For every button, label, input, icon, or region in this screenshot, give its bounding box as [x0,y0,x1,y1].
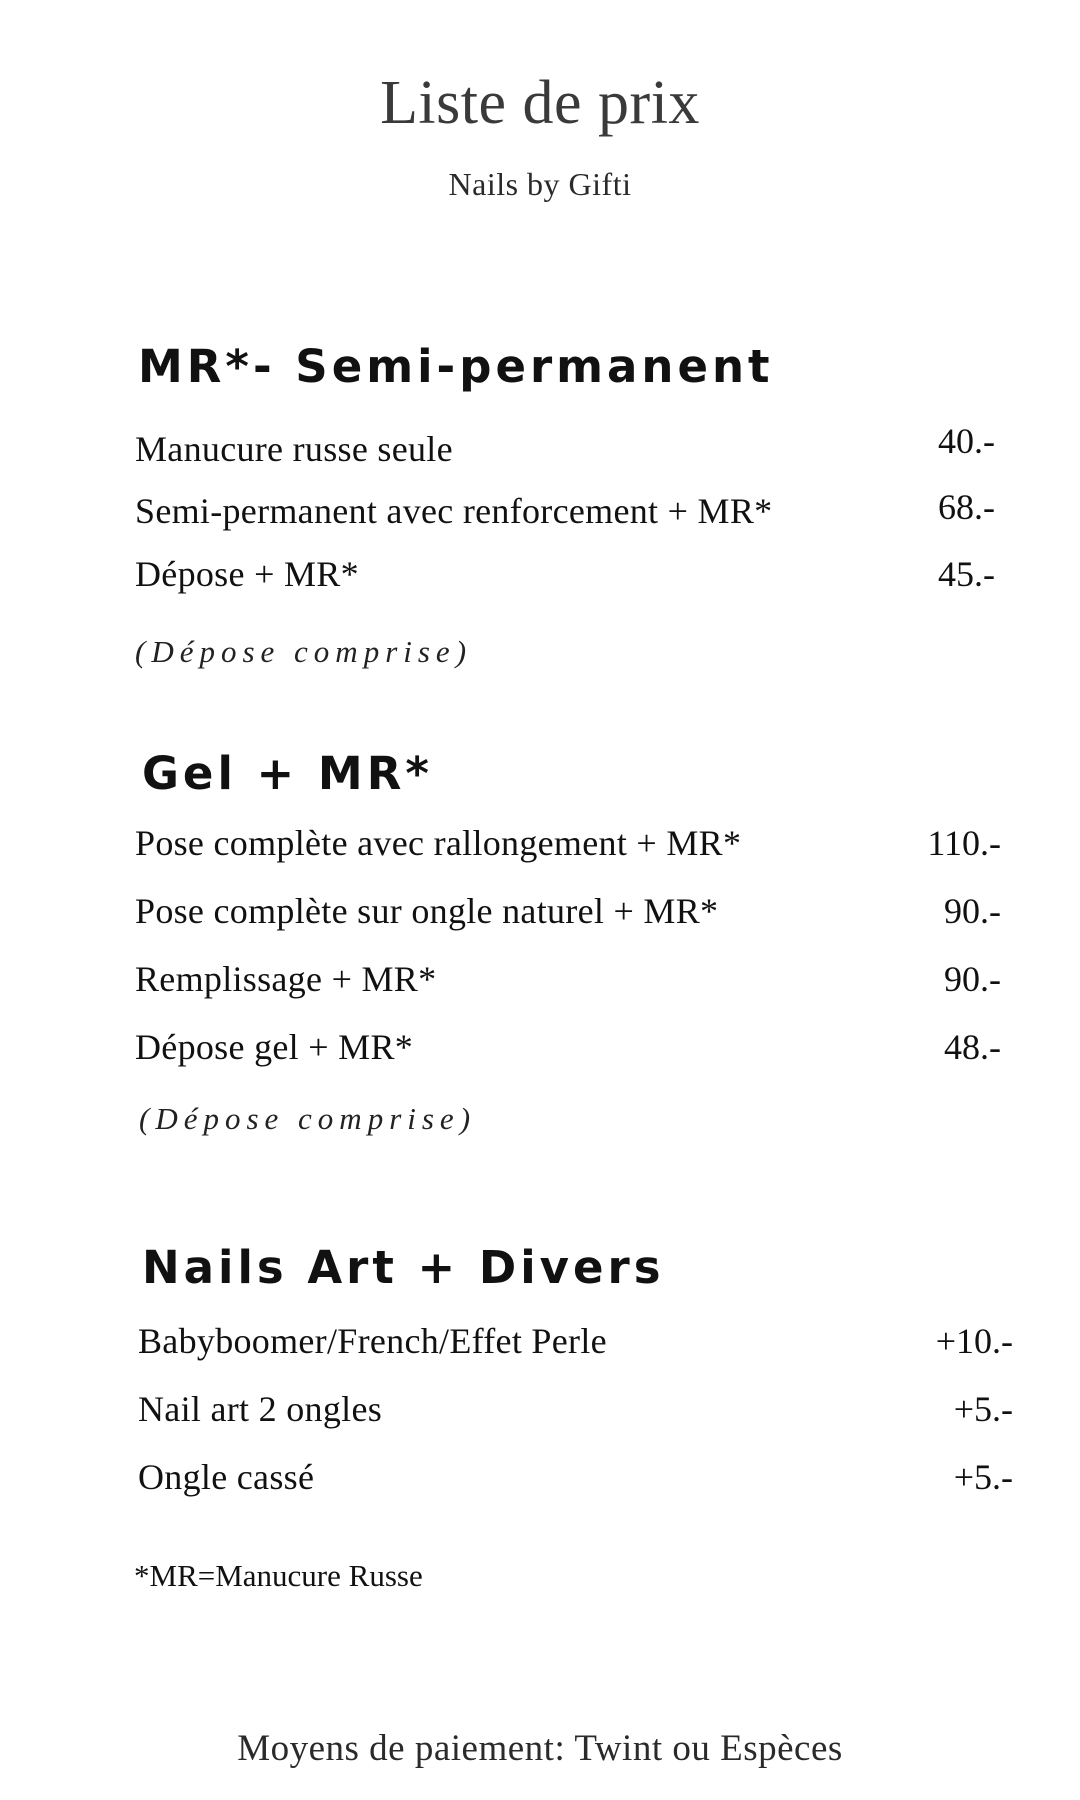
section-note: (Dépose comprise) [139,1101,477,1136]
service-price: 45.- [938,554,995,594]
section-note: (Dépose comprise) [135,634,473,669]
price-row [138,1320,1013,1366]
service-label: Manucure russe seule [135,429,453,469]
payment-methods: Moyens de paiement: Twint ou Espèces [237,1728,843,1769]
section-title-nails-art: Nails Art + Divers [142,1241,665,1294]
service-label: Ongle cassé [138,1457,315,1497]
service-price: 90.- [944,959,1001,999]
service-price: 40.- [938,421,995,461]
service-price: +5.- [953,1389,1013,1429]
service-price: 48.- [944,1027,1001,1067]
service-label: Pose complète avec rallongement + MR* [135,823,742,863]
service-label: Semi-permanent avec renforcement + MR* [135,491,773,531]
page-subtitle: Nails by Gifti [448,166,632,202]
section-title-gel: Gel + MR* [142,747,433,800]
service-label: Babyboomer/French/Effet Perle [138,1321,607,1361]
footnote: *MR=Manucure Russe [134,1558,423,1593]
service-price: 110.- [927,823,1001,863]
service-price: +5.- [953,1457,1013,1497]
service-price: 68.- [938,487,995,527]
service-label: Pose complète sur ongle naturel + MR* [135,891,719,931]
price-row [135,421,995,474]
price-row [135,553,995,599]
service-label: Nail art 2 ongles [138,1389,383,1429]
service-label: Remplissage + MR* [135,959,437,999]
price-row [135,890,1001,936]
service-label: Dépose gel + MR* [135,1027,414,1067]
service-price: +10.- [935,1321,1013,1361]
price-row [135,822,1001,868]
price-row [138,1456,1013,1502]
section-title-semi-permanent: MR*- Semi-permanent [138,340,774,393]
page-title: Liste de prix [380,69,700,137]
price-row [138,1388,1013,1434]
price-row [135,958,1001,1004]
price-row [135,487,995,536]
service-price: 90.- [944,891,1001,931]
price-row [135,1026,1001,1072]
service-label: Dépose + MR* [135,554,359,594]
